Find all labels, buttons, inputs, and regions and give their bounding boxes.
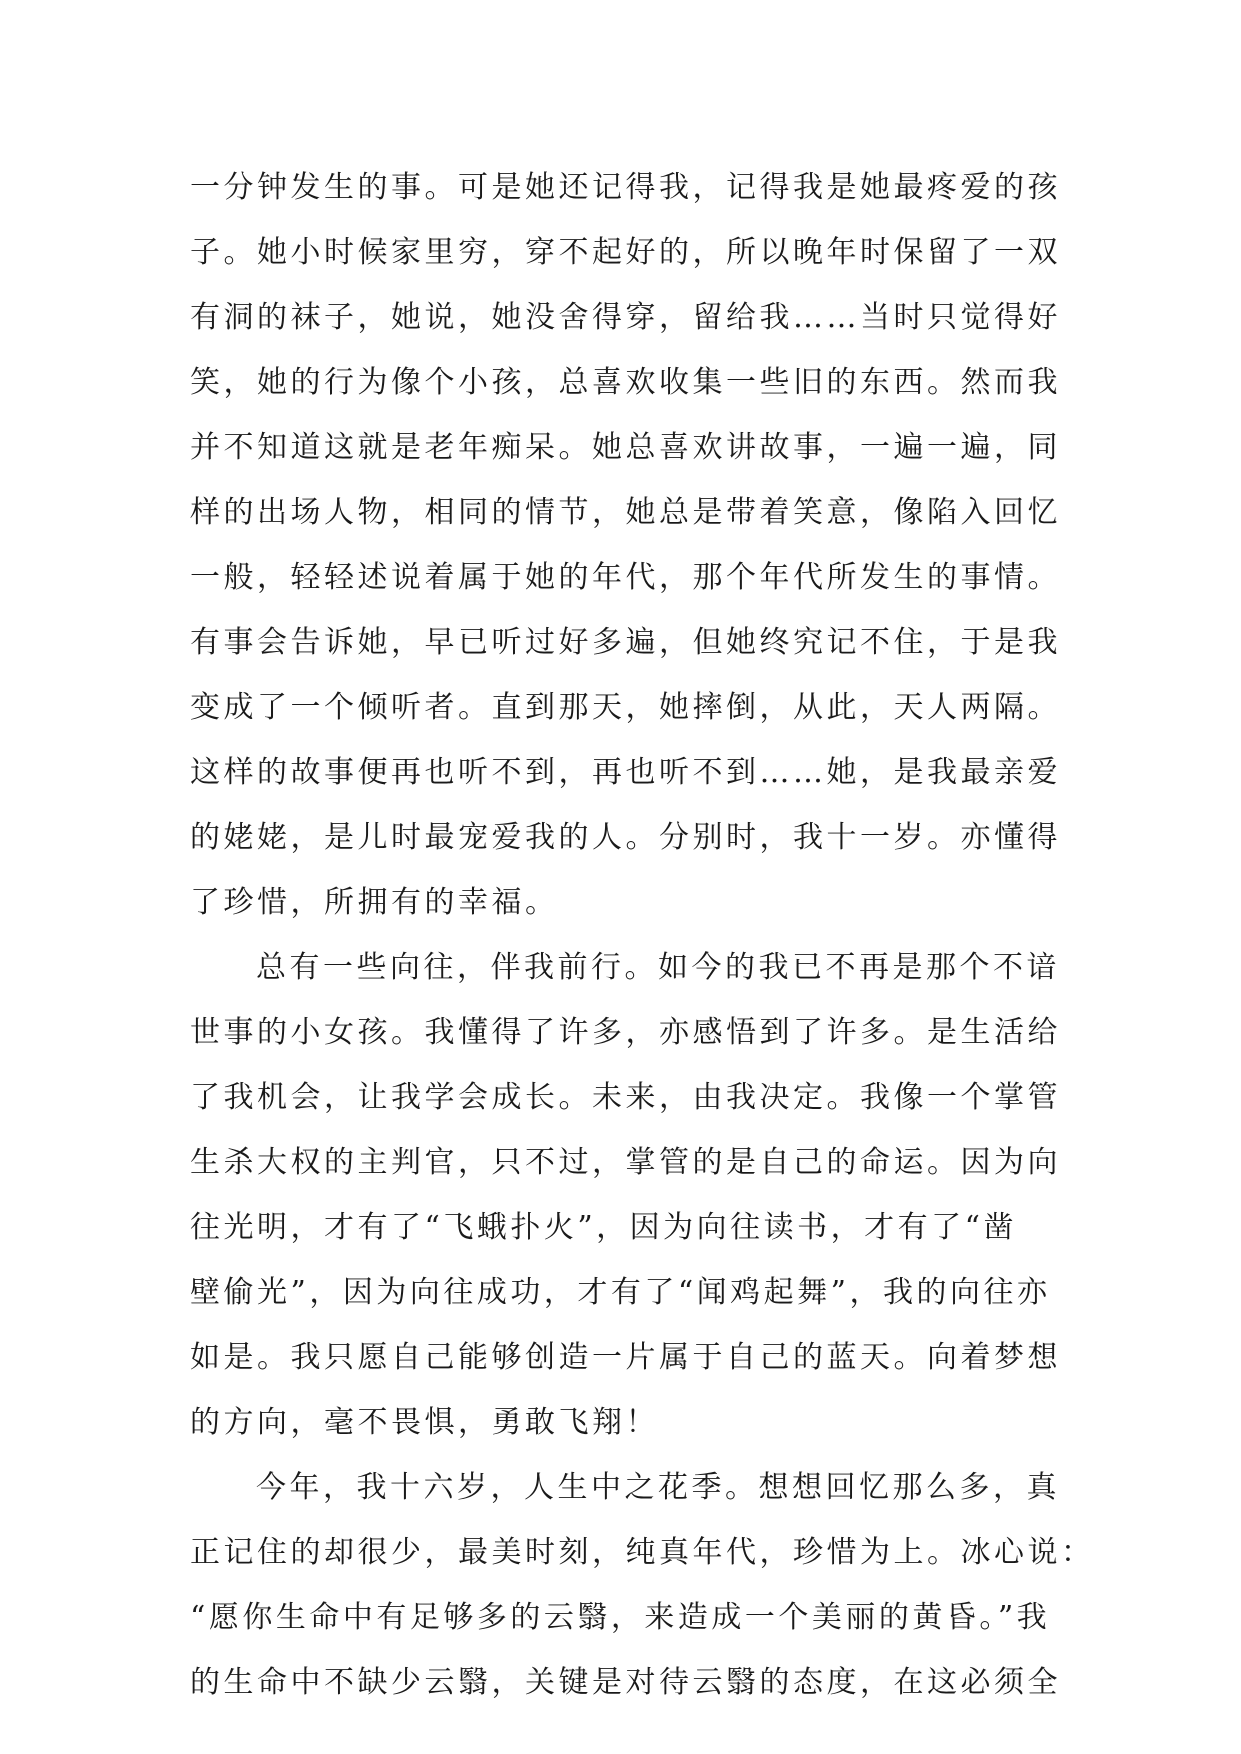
text-line: 壁偷光”，因为向往成功，才有了“闻鸡起舞”，我的向往亦 [190, 1275, 1051, 1310]
text-line: 世事的小女孩。我懂得了许多，亦感悟到了许多。是生活给 [190, 1015, 1061, 1050]
body-text [190, 155, 1095, 1715]
text-line: 了我机会，让我学会成长。未来，由我决定。我像一个掌管 [190, 1080, 1061, 1115]
paragraph-start-line: 今年，我十六岁，人生中之花季。想想回忆那么多，真 [256, 1470, 1060, 1505]
text-line: 变成了一个倾听者。直到那天，她摔倒，从此，天人两隔。 [190, 690, 1061, 725]
paragraph-start-line: 总有一些向往，伴我前行。如今的我已不再是那个不谙 [256, 950, 1060, 985]
text-line: “愿你生命中有足够多的云翳，来造成一个美丽的黄昏。”我 [190, 1600, 1051, 1635]
text-line: 生杀大权的主判官，只不过，掌管的是自己的命运。因为向 [190, 1145, 1061, 1180]
text-line: 一分钟发生的事。可是她还记得我，记得我是她最疼爱的孩 [190, 170, 1061, 205]
text-line: 正记住的却很少，最美时刻，纯真年代，珍惜为上。冰心说： [190, 1535, 1095, 1570]
text-line: 有洞的袜子，她说，她没舍得穿，留给我……当时只觉得好 [190, 300, 1061, 335]
text-line: 笑，她的行为像个小孩，总喜欢收集一些旧的东西。然而我 [190, 365, 1061, 400]
text-line: 的方向，毫不畏惧，勇敢飞翔！ [190, 1405, 659, 1440]
text-line: 如是。我只愿自己能够创造一片属于自己的蓝天。向着梦想 [190, 1340, 1061, 1375]
text-line: 往光明，才有了“飞蛾扑火”，因为向往读书，才有了“凿 [190, 1210, 1018, 1245]
text-line: 的生命中不缺少云翳，关键是对待云翳的态度，在这必须全 [190, 1665, 1061, 1700]
text-line: 样的出场人物，相同的情节，她总是带着笑意，像陷入回忆 [190, 495, 1061, 530]
text-line: 有事会告诉她，早已听过好多遍，但她终究记不住，于是我 [190, 625, 1061, 660]
text-line: 子。她小时候家里穷，穿不起好的，所以晚年时保留了一双 [190, 235, 1061, 270]
text-line: 并不知道这就是老年痴呆。她总喜欢讲故事，一遍一遍，同 [190, 430, 1061, 465]
text-line: 一般，轻轻述说着属于她的年代，那个年代所发生的事情。 [190, 560, 1061, 595]
text-line: 了珍惜，所拥有的幸福。 [190, 885, 559, 920]
text-line: 这样的故事便再也听不到，再也听不到……她，是我最亲爱 [190, 755, 1061, 790]
text-line: 的姥姥，是儿时最宠爱我的人。分别时，我十一岁。亦懂得 [190, 820, 1061, 855]
